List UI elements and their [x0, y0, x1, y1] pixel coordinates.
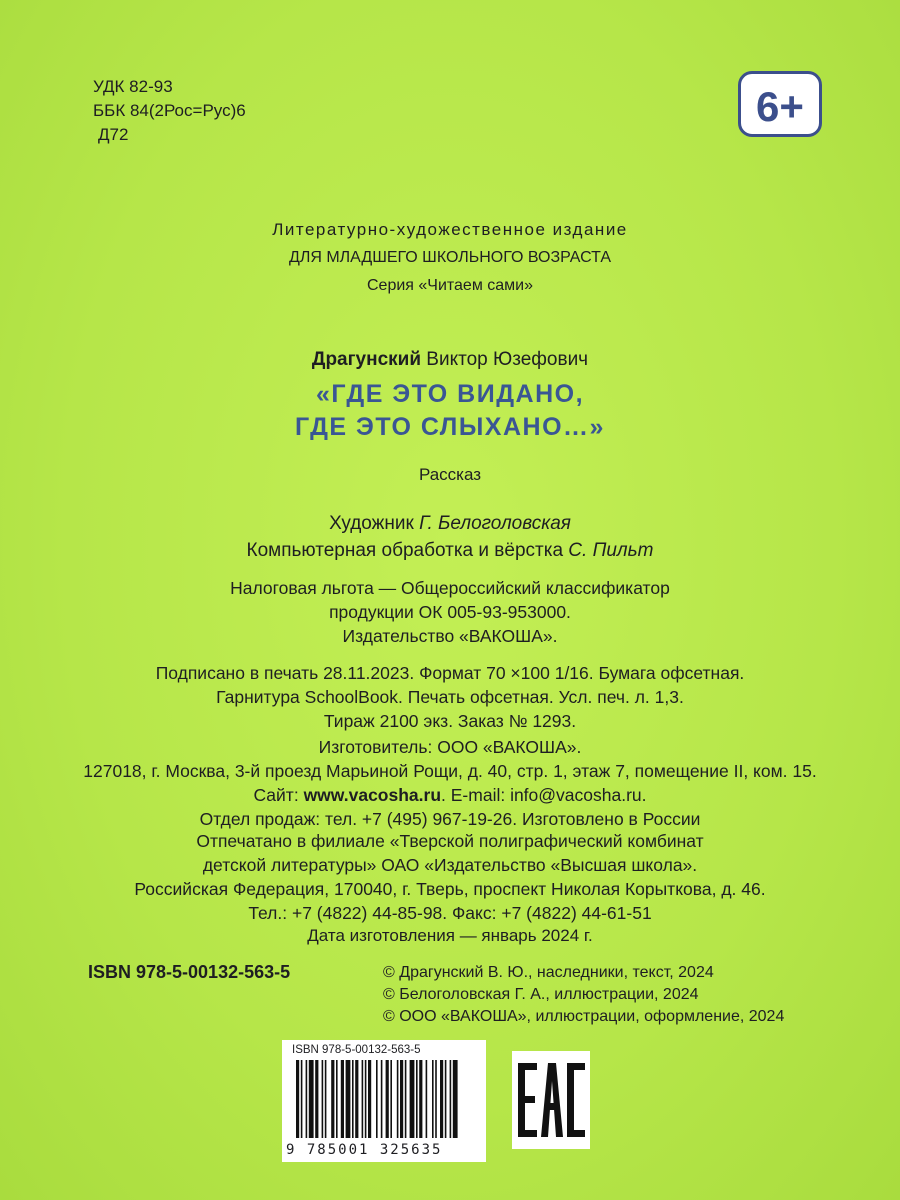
- age-group: ДЛЯ МЛАДШЕГО ШКОЛЬНОГО ВОЗРАСТА: [288, 249, 612, 266]
- site-label: Сайт:: [253, 785, 304, 805]
- udk-code: УДК 82-93: [93, 77, 173, 96]
- classification-codes: [93, 75, 246, 147]
- printer-line: Тел.: +7 (4822) 44-85-98. Факс: +7 (4822) 44-61-51: [248, 903, 652, 923]
- tax-line: Налоговая льгота — Общероссийский классификатор: [230, 578, 670, 598]
- manufacturer-name: Изготовитель: ООО «ВАКОША».: [318, 737, 582, 757]
- author-surname: Драгунский: [311, 349, 422, 370]
- artist-credit: [0, 510, 900, 537]
- copyright-block: [383, 962, 784, 1028]
- printer-info: [0, 829, 900, 925]
- tax-info: [0, 576, 900, 648]
- age-rating-badge: 6+: [738, 71, 822, 137]
- barcode-bars: [294, 1060, 476, 1140]
- tax-line: Издательство «ВАКОША».: [342, 626, 558, 646]
- layout-credit: [0, 537, 900, 564]
- series-name: Серия «Читаем сами»: [366, 277, 534, 294]
- print-info-line: Гарнитура SchoolBook. Печать офсетная. Усл. печ. л. 1,3.: [216, 687, 684, 707]
- print-info-line: Тираж 2100 экз. Заказ № 1293.: [323, 711, 577, 731]
- printer-line: детской литературы» ОАО «Издательство «Высшая школа».: [202, 855, 698, 875]
- genre: Рассказ: [418, 465, 482, 484]
- copyright-line: © Белоголовская Г. А., иллюстрации, 2024: [383, 986, 699, 1003]
- email-text: . E-mail: info@vacosha.ru.: [441, 785, 647, 805]
- author-given-name: Виктор Юзефович: [426, 349, 589, 370]
- website-link[interactable]: www.vacosha.ru: [303, 785, 442, 805]
- author-line: [0, 349, 900, 371]
- print-info-line: Подписано в печать 28.11.2023. Формат 70 ×100 1/16. Бумага офсетная.: [155, 663, 745, 683]
- manufacturer-info: [0, 735, 900, 831]
- book-title-line-2: ГДЕ ЭТО СЛЫХАНО…»: [295, 413, 605, 441]
- isbn-barcode: [282, 1040, 486, 1162]
- printer-line: Отпечатано в филиале «Тверской полиграфический комбинат: [196, 831, 704, 851]
- tax-line: продукции ОК 005-93-953000.: [329, 602, 571, 622]
- manufacturer-contacts: [0, 783, 900, 807]
- barcode-digits: 9 785001 325635: [286, 1142, 443, 1158]
- isbn: ISBN 978-5-00132-563-5: [88, 962, 291, 982]
- copyright-line: © ООО «ВАКОША», иллюстрации, оформление, 2024: [383, 1008, 785, 1025]
- artist-label: Художник: [329, 513, 420, 534]
- layout-label: Компьютерная обработка и вёрстка: [246, 540, 569, 561]
- layout-name: С. Пильт: [568, 540, 654, 561]
- eac-mark: [512, 1051, 590, 1149]
- printer-line: Российская Федерация, 170040, г. Тверь, проспект Николая Корыткова, д. 46.: [134, 879, 766, 899]
- copyright-line: © Драгунский В. Ю., наследники, текст, 2024: [383, 964, 714, 981]
- credits: [0, 510, 900, 564]
- manufacturer-address: 127018, г. Москва, 3-й проезд Марьиной Рощи, д. 40, стр. 1, этаж 7, помещение II, ком. 15.: [83, 761, 817, 781]
- bbk-code: ББК 84(2Рос=Рус)6: [93, 101, 246, 120]
- artist-name: Г. Белоголовская: [419, 513, 571, 534]
- book-title-line-1: «ГДЕ ЭТО ВИДАНО,: [315, 380, 585, 408]
- barcode-isbn-text: ISBN 978-5-00132-563-5: [292, 1044, 421, 1056]
- author-mark: Д72: [98, 125, 129, 144]
- eac-icon: [512, 1051, 590, 1149]
- sales-phone: Отдел продаж: тел. +7 (495) 967-19-26. Изготовлено в России: [199, 809, 701, 829]
- edition-type: Литературно-художественное издание: [272, 220, 628, 239]
- print-info: [0, 661, 900, 733]
- manufacture-date: Дата изготовления — январь 2024 г.: [307, 926, 593, 945]
